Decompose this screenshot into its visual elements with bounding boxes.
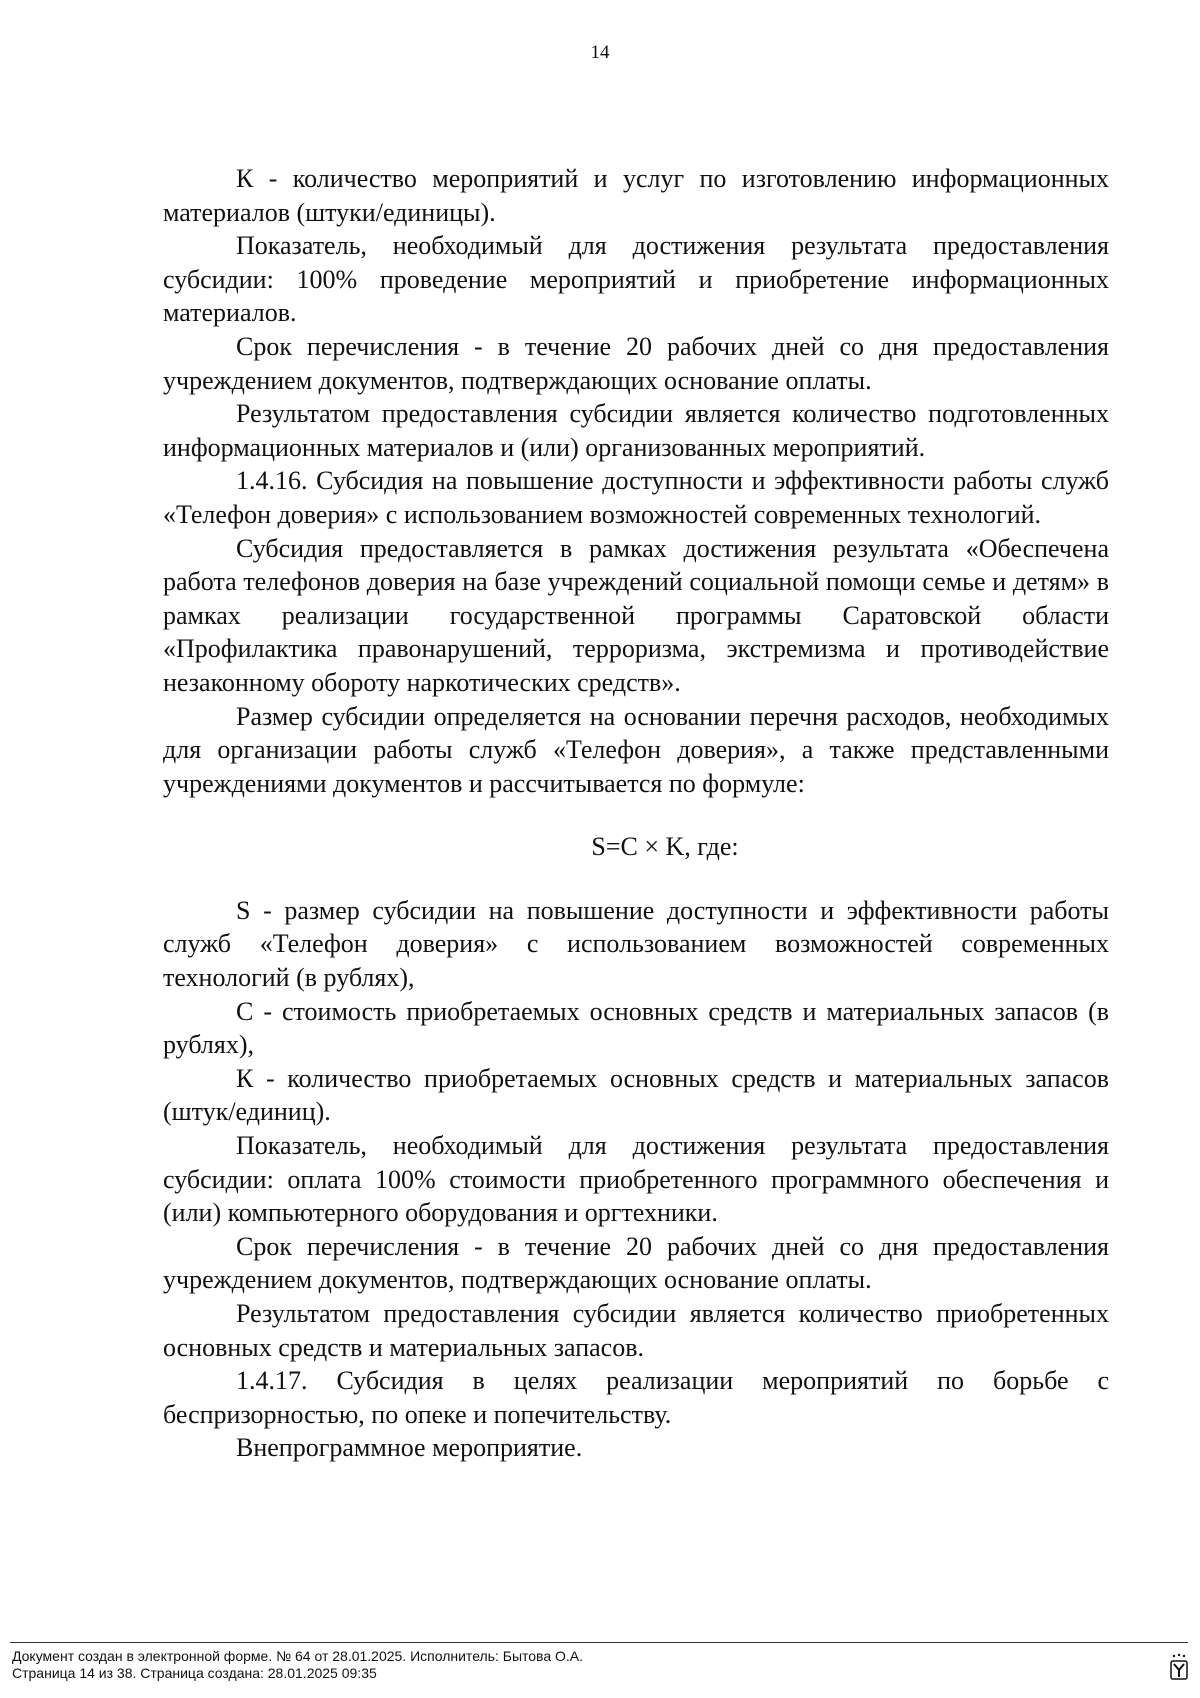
page-number: 14 [590,42,610,63]
footer [12,1648,583,1682]
section-heading-1-4-16: 1.4.16. Субсидия на повышение доступности и эффективности работы служб «Телефон доверия» с использованием возможностей современных технологий. [163,466,1109,529]
paragraph: С - стоимость приобретаемых основных средств и материальных запасов (в рублях), [163,996,1109,1060]
paragraph: К - количество мероприятий и услуг по изготовлению информационных материалов (штуки/единицы). [163,164,1109,227]
paragraph: Результатом предоставления субсидии является количество подготовленных информационных материалов и (или) организованных мероприятий. [163,399,1109,462]
paragraph: Внепрограммное мероприятие. [236,1433,583,1463]
document-body [163,162,1109,1465]
paragraph: Срок перечисления - в течение 20 рабочих дней со дня предоставления учреждением документов, подтверждающих основание оплаты. [163,1231,1109,1295]
paragraph: Субсидия предоставляется в рамках достижения результата «Обеспечена работа телефонов доверия на базе учреждений социальной помощи семье и детям» в рамках реализации государственной программы Саратовской области «Профилактика правонарушений, терроризма, экстремизма и противодействие незаконному обороту наркотических средств». [163,533,1109,697]
paragraph: S - размер субсидии на повышение доступности и эффективности работы служб «Телефон доверия» с использованием возможностей современных технологий (в рублях), [163,895,1109,993]
paragraph: Срок перечисления - в течение 20 рабочих дней со дня предоставления учреждением документов, подтверждающих основание оплаты. [163,331,1109,395]
footer-line-document: Документ создан в электронной форме. № 64 от 28.01.2025. Исполнитель: Бытова О.А. [12,1648,584,1664]
footer-divider [10,1642,1188,1643]
section-heading-1-4-17: 1.4.17. Субсидия в целях реализации мероприятий по борьбе с беспризорностью, по опеке и попечительству. [163,1366,1109,1429]
footer-line-page: Страница 14 из 38. Страница создана: 28.01.2025 09:35 [12,1665,377,1681]
coat-of-arms-icon [1168,1652,1190,1682]
paragraph: Результатом предоставления субсидии является количество приобретенных основных средств и материальных запасов. [163,1299,1109,1362]
paragraph: К - количество приобретаемых основных средств и материальных запасов (штук/единиц). [163,1063,1109,1127]
formula: S=C × K, где: [591,832,739,862]
spacer [163,864,1109,894]
paragraph: Размер субсидии определяется на основании перечня расходов, необходимых для организации работы служб «Телефон доверия», а также представленными учреждениями документов и рассчитывается по формуле: [163,701,1109,798]
spacer [163,800,1109,830]
paragraph: Показатель, необходимый для достижения результата предоставления субсидии: 100% проведение мероприятий и приобретение информационных материалов. [163,231,1109,328]
paragraph: Показатель, необходимый для достижения результата предоставления субсидии: оплата 100% стоимости приобретенного программного обеспечения и (или) компьютерного оборудования и оргтехники. [163,1131,1109,1228]
